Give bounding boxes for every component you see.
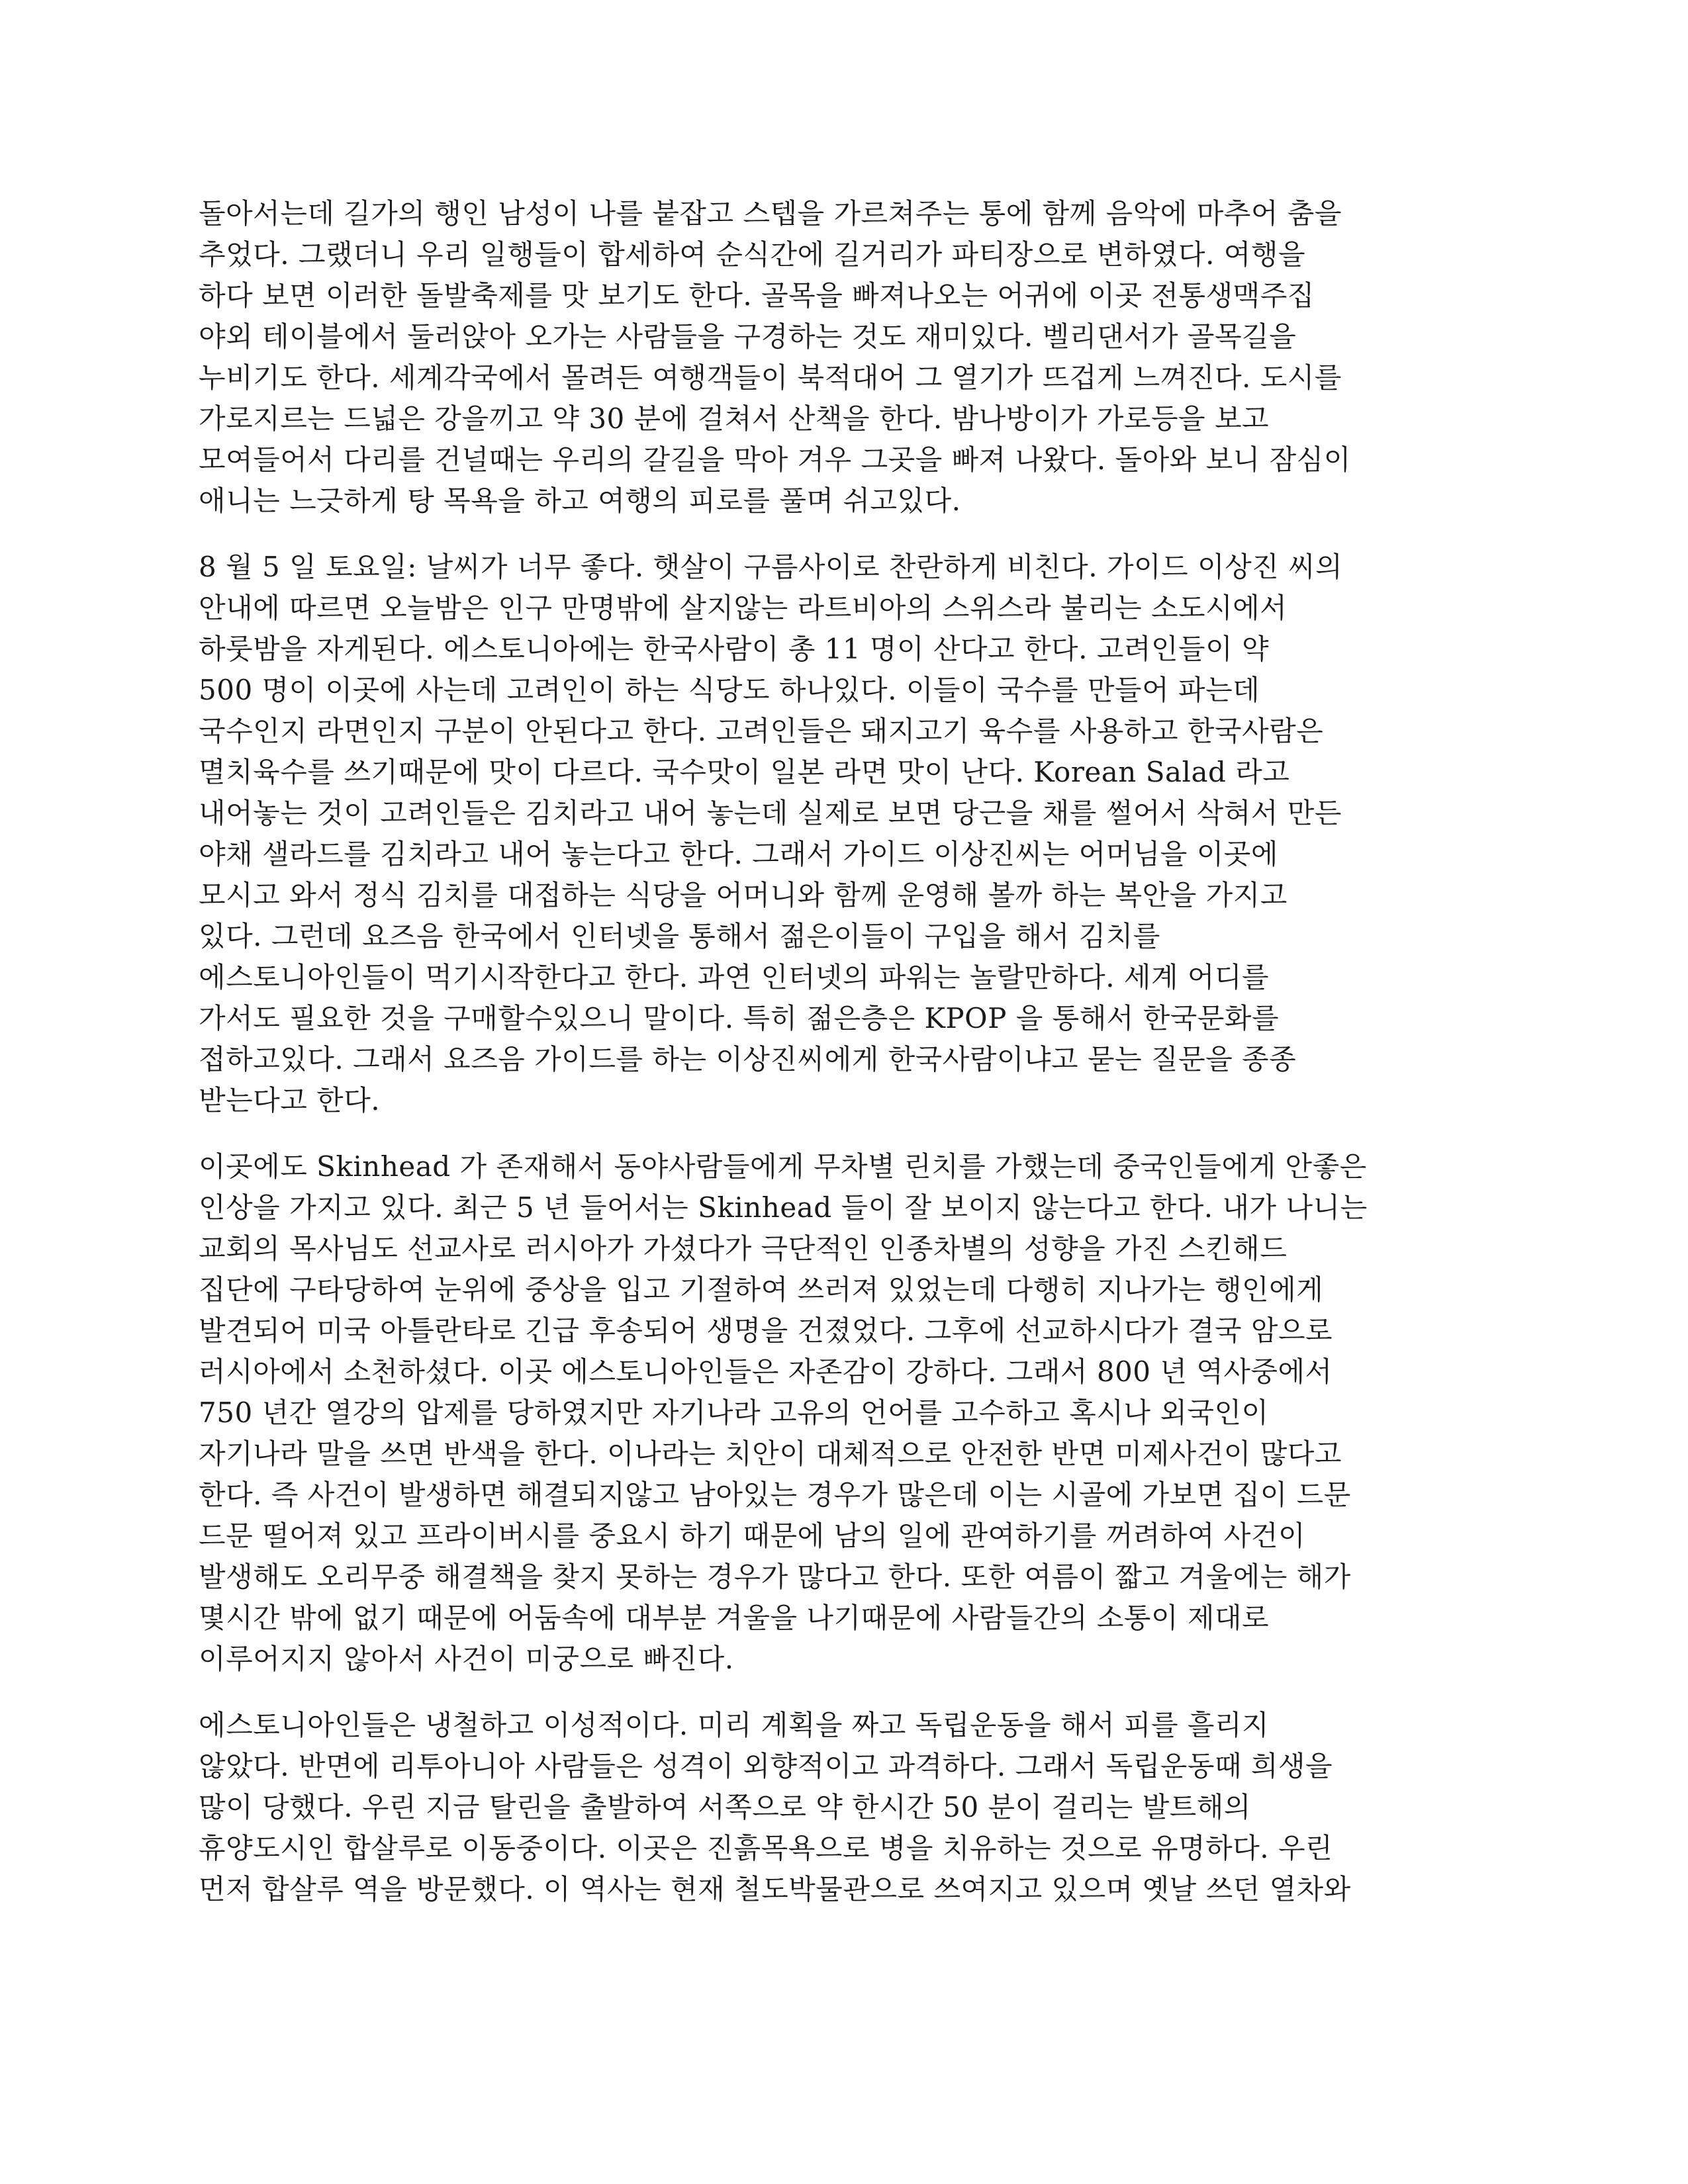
text-line: 추었다. 그랬더니 우리 일행들이 합세하여 순식간에 길거리가 파티장으로 변하였다. 여행을 — [199, 238, 1306, 271]
text-line: 야채 샐라드를 김치라고 내어 놓는다고 한다. 그래서 가이드 이상진씨는 어머님을 이곳에 — [199, 838, 1278, 870]
paragraph-4 — [199, 1705, 1496, 1910]
text-line: 않았다. 반면에 리투아니아 사람들은 성격이 외향적이고 과격하다. 그래서 독립운동때 희생을 — [199, 1750, 1333, 1782]
document-body — [199, 193, 1496, 1935]
text-line: 8 월 5 일 토요일: 날씨가 너무 좋다. 햇살이 구름사이로 찬란하게 비친다. 가이드 이상진 씨의 — [199, 551, 1343, 583]
paragraph-2 — [199, 547, 1496, 1121]
text-line: 자기나라 말을 쓰면 반색을 한다. 이나라는 치안이 대체적으로 안전한 반면 미제사건이 많다고 — [199, 1437, 1342, 1470]
text-line: 모시고 와서 정식 김치를 대접하는 식당을 어머니와 함께 운영해 볼까 하는 복안을 가지고 — [199, 879, 1288, 911]
text-line: 휴양도시인 합살루로 이동중이다. 이곳은 진흙목욕으로 병을 치유하는 것으로 유명하다. 우린 — [199, 1832, 1333, 1864]
text-line: 먼저 합살루 역을 방문했다. 이 역사는 현재 철도박물관으로 쓰여지고 있으며 옛날 쓰던 열차와 — [199, 1873, 1351, 1905]
text-line: 국수인지 라면인지 구분이 안된다고 한다. 고려인들은 돼지고기 육수를 사용하고 한국사람은 — [199, 715, 1324, 747]
text-line: 멸치육수를 쓰기때문에 맛이 다르다. 국수맛이 일본 라면 맛이 난다. Korean Salad 라고 — [199, 756, 1290, 788]
text-line: 내어놓는 것이 고려인들은 김치라고 내어 놓는데 실제로 보면 당근을 채를 썰어서 삭혀서 만든 — [199, 797, 1342, 829]
text-line: 누비기도 한다. 세계각국에서 몰려든 여행객들이 북적대어 그 열기가 뜨겁게 느껴진다. 도시를 — [199, 361, 1342, 394]
text-line: 드문 떨어져 있고 프라이버시를 중요시 하기 때문에 남의 일에 관여하기를 꺼려하여 사건이 — [199, 1520, 1306, 1552]
text-line: 애니는 느긋하게 탕 목욕을 하고 여행의 피로를 풀며 쉬고있다. — [199, 484, 961, 517]
paragraph-1 — [199, 193, 1496, 522]
text-line: 야외 테이블에서 둘러앉아 오가는 사람들을 구경하는 것도 재미있다. 벨리댄서가 골목길을 — [199, 320, 1297, 353]
text-line: 에스토니아인들이 먹기시작한다고 한다. 과연 인터넷의 파워는 놀랄만하다. 세계 어디를 — [199, 961, 1270, 993]
text-line: 러시아에서 소천하셨다. 이곳 에스토니아인들은 자존감이 강하다. 그래서 800 년 역사중에서 — [199, 1355, 1333, 1388]
text-line: 하룻밤을 자게된다. 에스토니아에는 한국사람이 총 11 명이 산다고 한다. 고려인들이 약 — [199, 633, 1270, 665]
text-line: 몇시간 밖에 없기 때문에 어둠속에 대부분 겨울을 나기때문에 사람들간의 소통이 제대로 — [199, 1602, 1270, 1634]
text-line: 가서도 필요한 것을 구매할수있으니 말이다. 특히 젊은층은 KPOP 을 통해서 한국문화를 — [199, 1002, 1280, 1034]
text-line: 에스토니아인들은 냉철하고 이성적이다. 미리 계획을 짜고 독립운동을 해서 피를 흘리지 — [199, 1709, 1270, 1741]
text-line: 500 명이 이곳에 사는데 고려인이 하는 식당도 하나있다. 이들이 국수를 만들어 파는데 — [199, 674, 1260, 706]
text-line: 안내에 따르면 오늘밤은 인구 만명밖에 살지않는 라트비아의 스위스라 불리는 소도시에서 — [199, 592, 1288, 624]
text-line: 인상을 가지고 있다. 최근 5 년 들어서는 Skinhead 들이 잘 보이지 않는다고 한다. 내가 나니는 — [199, 1191, 1368, 1224]
text-line: 발생해도 오리무중 해결책을 찾지 못하는 경우가 많다고 한다. 또한 여름이 짧고 겨울에는 해가 — [199, 1561, 1351, 1593]
text-line: 이루어지지 않아서 사건이 미궁으로 빠진다. — [199, 1643, 734, 1675]
text-line: 받는다고 한다. — [199, 1084, 381, 1116]
text-line: 있다. 그런데 요즈음 한국에서 인터넷을 통해서 젊은이들이 구입을 해서 김치를 — [199, 920, 1160, 952]
text-line: 모여들어서 다리를 건널때는 우리의 갈길을 막아 겨우 그곳을 빠져 나왔다. 돌아와 보니 잠심이 — [199, 443, 1351, 476]
text-line: 이곳에도 Skinhead 가 존재해서 동야사람들에게 무차별 린치를 가했는데 중국인들에게 안좋은 — [199, 1150, 1367, 1183]
paragraph-3 — [199, 1146, 1496, 1680]
text-line: 하다 보면 이러한 돌발축제를 맛 보기도 한다. 골목을 빠져나오는 어귀에 이곳 전통생맥주집 — [199, 279, 1315, 312]
text-line: 접하고있다. 그래서 요즈음 가이드를 하는 이상진씨에게 한국사람이냐고 묻는 질문을 종종 — [199, 1043, 1297, 1075]
text-line: 발견되어 미국 아틀란타로 긴급 후송되어 생명을 건졌었다. 그후에 선교하시다가 결국 암으로 — [199, 1314, 1333, 1347]
text-line: 돌아서는데 길가의 행인 남성이 나를 붙잡고 스텝을 가르쳐주는 통에 함께 음악에 마추어 춤을 — [199, 197, 1342, 230]
text-line: 750 년간 열강의 압제를 당하였지만 자기나라 고유의 언어를 고수하고 혹시나 외국인이 — [199, 1396, 1269, 1429]
text-line: 한다. 즉 사건이 발생하면 해결되지않고 남아있는 경우가 많은데 이는 시골에 가보면 집이 드문 — [199, 1479, 1351, 1511]
text-line: 집단에 구타당하여 눈위에 중상을 입고 기절하여 쓰러져 있었는데 다행히 지나가는 행인에게 — [199, 1273, 1324, 1306]
text-line: 가로지르는 드넓은 강을끼고 약 30 분에 걸쳐서 산책을 한다. 밤나방이가 가로등을 보고 — [199, 402, 1270, 435]
text-line: 많이 당했다. 우린 지금 탈린을 출발하여 서쪽으로 약 한시간 50 분이 걸리는 발트해의 — [199, 1791, 1251, 1823]
text-line: 교회의 목사님도 선교사로 러시아가 가셨다가 극단적인 인종차별의 성향을 가진 스킨해드 — [199, 1232, 1288, 1265]
